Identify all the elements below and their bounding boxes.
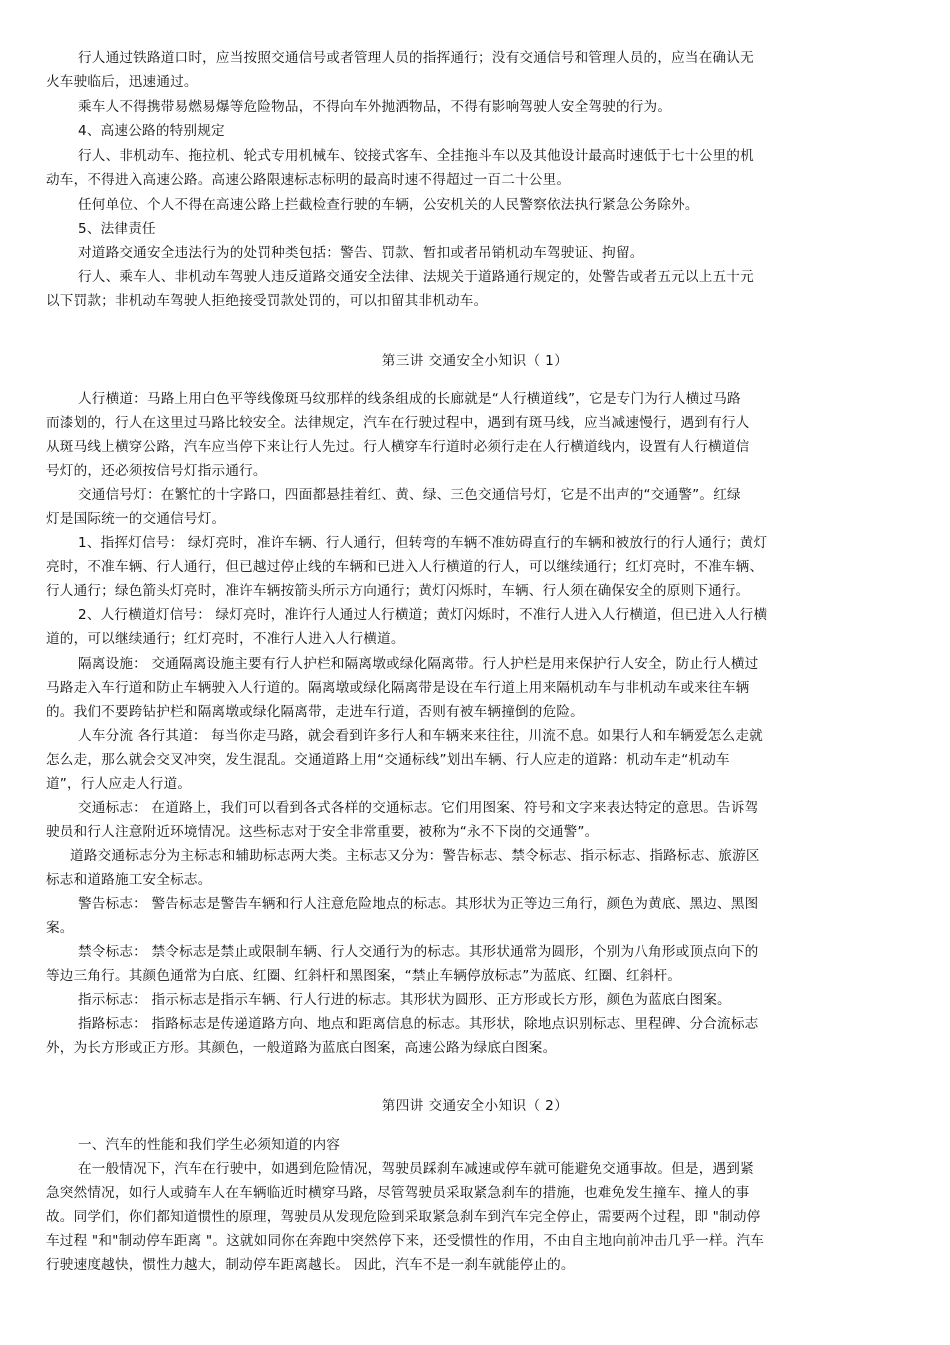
text-line: 行驶速度越快，惯性力越大，制动停车距离越长。 因此，汽车不是一刹车就能停止的。 xyxy=(46,1257,575,1273)
text-line: 的。我们不要跨钻护栏和隔离墩或绿化隔离带，走进车行道，否则有被车辆撞倒的危险。 xyxy=(46,704,584,720)
text-line: 号灯的，还必须按信号灯指示通行。 xyxy=(46,463,267,479)
text-line: 而漆划的，行人在这里过马路比较安全。法律规定，汽车在行驶过程中，遇到有斑马线，应当减速慢行，遇到有行人 xyxy=(46,415,750,431)
text-line: 乘车人不得携带易燃易爆等危险物品，不得向车外抛洒物品，不得有影响驾驶人安全驾驶的行为。 xyxy=(78,99,672,115)
text-line: 火车驶临后，迅速通过。 xyxy=(46,74,198,90)
text-line: 在一般情况下，汽车在行驶中，如遇到危险情况，驾驶员踩刹车减速或停车就可能避免交通事故。但是，遇到紧 xyxy=(78,1161,754,1177)
text-line: 任何单位、个人不得在高速公路上拦截检查行驶的车辆，公安机关的人民警察依法执行紧急公务除外。 xyxy=(78,197,699,213)
lecture-title: 第三讲 交通安全小知识（ 1） xyxy=(381,353,569,369)
text-line: 故。同学们，你们都知道惯性的原理，驾驶员从发现危险到采取紧急刹车到汽车完全停止，需要两个过程，即 "制动停 xyxy=(46,1209,761,1225)
text-line: 行人通过铁路道口时，应当按照交通信号或者管理人员的指挥通行；没有交通信号和管理人员的，应当在确认无 xyxy=(78,50,754,66)
text-line: 警告标志： 警告标志是警告车辆和行人注意危险地点的标志。其形状为正等边三角行，颜色为黄底、黑边、黑图 xyxy=(78,896,759,912)
text-line: 车过程 "和"制动停车距离 "。这就如同你在奔跑中突然停下来，还受惯性的作用，不由自主地向前冲击几乎一样。汽车 xyxy=(46,1233,765,1249)
section-heading: 一、汽车的性能和我们学生必须知道的内容 xyxy=(78,1137,341,1153)
text-line: 隔离设施： 交通隔离设施主要有行人护栏和隔离墩或绿化隔离带。行人护栏是用来保护行人安全，防止行人横过 xyxy=(78,656,759,672)
section-heading: 5、法律责任 xyxy=(78,221,156,237)
text-line: 急突然情况，如行人或骑车人在车辆临近时横穿马路，尽管驾驶员采取紧急刹车的措施，也难免发生撞车、撞人的事 xyxy=(46,1185,750,1201)
text-line: 行人、非机动车、拖拉机、轮式专用机械车、铰接式客车、全挂拖斗车以及其他设计最高时速低于七十公里的机 xyxy=(78,148,754,164)
text-line: 道的，可以继续通行；红灯亮时，不准行人进入人行横道。 xyxy=(46,631,405,647)
text-line: 道路交通标志分为主标志和辅助标志两大类。主标志又分为：警告标志、禁令标志、指示标志、指路标志、旅游区 xyxy=(70,848,760,864)
text-line: 等边三角行。其颜色通常为白底、红圈、红斜杆和黑图案，“禁止车辆停放标志”为蓝底、红圈、红斜杆。 xyxy=(46,968,682,984)
text-line: 行人通行；绿色箭头灯亮时，准许车辆按箭头所示方向通行；黄灯闪烁时，车辆、行人须在确保安全的原则下通行。 xyxy=(46,583,750,599)
text-line: 人车分流 各行其道： 每当你走马路，就会看到许多行人和车辆来来往往，川流不息。如果行人和车辆爱怎么走就 xyxy=(78,728,763,744)
text-line: 指示标志： 指示标志是指示车辆、行人行进的标志。其形状为圆形、正方形或长方形，颜色为蓝底白图案。 xyxy=(78,992,731,1008)
text-line: 马路走入车行道和防止车辆驶入人行道的。隔离墩或绿化隔离带是设在车行道上用来隔机动车与非机动车或来往车辆 xyxy=(46,680,750,696)
text-line: 标志和道路施工安全标志。 xyxy=(46,872,212,888)
text-line: 指路标志： 指路标志是传递道路方向、地点和距离信息的标志。其形状，除地点识别标志、里程碑、分合流标志 xyxy=(78,1016,759,1032)
text-line: 动车，不得进入高速公路。高速公路限速标志标明的最高时速不得超过一百二十公里。 xyxy=(46,172,571,188)
text-line: 灯是国际统一的交通信号灯。 xyxy=(46,511,226,527)
text-line: 对道路交通安全违法行为的处罚种类包括：警告、罚款、暂扣或者吊销机动车驾驶证、拘留。 xyxy=(78,245,644,261)
text-line: 道”，行人应走人行道。 xyxy=(46,776,192,792)
text-line: 以下罚款；非机动车驾驶人拒绝接受罚款处罚的，可以扣留其非机动车。 xyxy=(46,293,488,309)
text-line: 案。 xyxy=(46,920,74,936)
text-line: 人行横道：马路上用白色平等线像斑马纹那样的线条组成的长廊就是“人行横道线”，它是专门为行人横过马路 xyxy=(78,391,741,407)
text-line: 交通信号灯：在繁忙的十字路口，四面都悬挂着红、黄、绿、三色交通信号灯，它是不出声的“交通警”。红绿 xyxy=(78,487,741,503)
text-line: 亮时，不准车辆、行人通行，但已越过停止线的车辆和已进入人行横道的行人，可以继续通行；红灯亮时，不准车辆、 xyxy=(46,559,764,575)
text-line: 从斑马线上横穿公路，汽车应当停下来让行人先过。行人横穿车行道时必须行走在人行横道线内，设置有人行横道信 xyxy=(46,439,750,455)
text-line: 行人、乘车人、非机动车驾驶人违反道路交通安全法律、法规关于道路通行规定的，处警告或者五元以上五十元 xyxy=(78,269,754,285)
text-line: 外，为长方形或正方形。其颜色，一般道路为蓝底白图案，高速公路为绿底白图案。 xyxy=(46,1040,557,1056)
text-line: 禁令标志： 禁令标志是禁止或限制车辆、行人交通行为的标志。其形状通常为圆形，个别为八角形或顶点向下的 xyxy=(78,944,759,960)
text-line: 2、人行横道灯信号： 绿灯亮时，准许行人通过人行横道；黄灯闪烁时，不准行人进入人行横道，但已进入人行横 xyxy=(78,607,768,623)
text-line: 1、指挥灯信号： 绿灯亮时，准许车辆、行人通行，但转弯的车辆不准妨碍直行的车辆和被放行的行人通行；黄灯 xyxy=(78,535,768,551)
lecture-title: 第四讲 交通安全小知识（ 2） xyxy=(381,1098,569,1114)
text-line: 驶员和行人注意附近环境情况。这些标志对于安全非常重要，被称为“永不下岗的交通警”。 xyxy=(46,824,599,840)
text-line: 怎么走，那么就会交叉冲突，发生混乱。交通道路上用“交通标线”划出车辆、行人应走的道路：机动车走“机动车 xyxy=(46,752,730,768)
text-line: 交通标志： 在道路上，我们可以看到各式各样的交通标志。它们用图案、符号和文字来表达特定的意思。告诉驾 xyxy=(78,800,759,816)
section-heading: 4、高速公路的特别规定 xyxy=(78,123,225,139)
